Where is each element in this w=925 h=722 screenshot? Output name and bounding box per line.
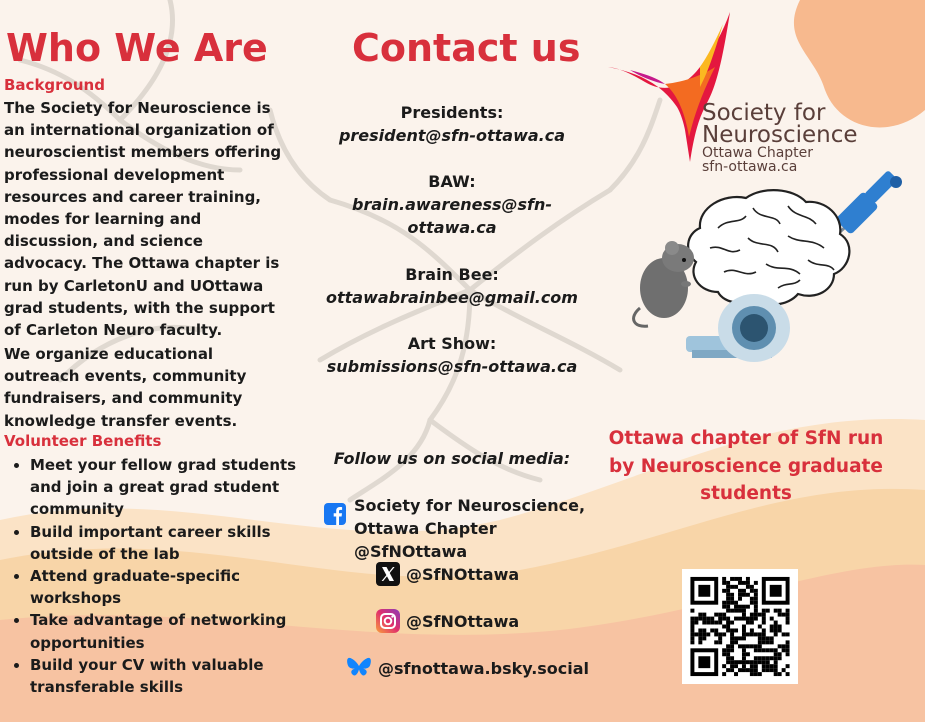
qr-module xyxy=(786,609,790,613)
qr-module xyxy=(730,636,734,640)
qr-module xyxy=(742,609,746,613)
qr-module xyxy=(742,636,746,640)
qr-module xyxy=(738,593,742,597)
qr-module xyxy=(726,668,730,672)
qr-module xyxy=(738,644,742,648)
bluesky-icon xyxy=(346,656,372,680)
qr-module xyxy=(738,605,742,609)
qr-module xyxy=(734,664,738,668)
qr-module xyxy=(782,668,786,672)
qr-module xyxy=(754,644,758,648)
qr-module xyxy=(706,621,710,625)
qr-module xyxy=(730,664,734,668)
qr-module xyxy=(750,644,754,648)
qr-module xyxy=(750,617,754,621)
qr-module xyxy=(774,672,778,676)
contact-label: Brain Bee: xyxy=(405,265,499,284)
qr-module xyxy=(702,632,706,636)
qr-module xyxy=(726,656,730,660)
qr-module xyxy=(778,644,782,648)
qr-module xyxy=(738,581,742,585)
x-handle: @SfNOttawa xyxy=(406,564,520,584)
qr-module xyxy=(746,644,750,648)
qr-module xyxy=(758,660,762,664)
qr-module xyxy=(786,648,790,652)
qr-module xyxy=(766,664,770,668)
qr-module xyxy=(786,621,790,625)
qr-module xyxy=(754,660,758,664)
qr-module xyxy=(770,668,774,672)
qr-module xyxy=(730,648,734,652)
qr-module xyxy=(714,628,718,632)
qr-module xyxy=(722,652,726,656)
qr-module xyxy=(750,613,754,617)
qr-module xyxy=(710,628,714,632)
qr-module xyxy=(742,632,746,636)
qr-module xyxy=(702,617,706,621)
qr-module xyxy=(742,593,746,597)
qr-module xyxy=(754,672,758,676)
follow-heading: Follow us on social media: xyxy=(333,449,571,468)
qr-module xyxy=(698,632,702,636)
x-link[interactable] xyxy=(376,562,519,586)
qr-module xyxy=(750,664,754,668)
qr-module xyxy=(734,601,738,605)
qr-module xyxy=(718,640,722,644)
who-we-are-title: Who We Are xyxy=(6,26,268,70)
contact-label: Presidents: xyxy=(400,103,504,122)
tagline: Ottawa chapter of SfN run by Neuroscience graduate students xyxy=(608,428,884,504)
qr-module xyxy=(726,593,730,597)
qr-module xyxy=(758,613,762,617)
qr-module xyxy=(730,597,734,601)
qr-module xyxy=(734,672,738,676)
qr-module xyxy=(742,660,746,664)
qr-module xyxy=(774,621,778,625)
contact-art-show xyxy=(312,332,592,378)
mouse-icon xyxy=(634,241,694,326)
qr-module xyxy=(690,617,694,621)
qr-module xyxy=(758,656,762,660)
qr-module xyxy=(770,628,774,632)
qr-module xyxy=(730,609,734,613)
qr-module xyxy=(726,609,730,613)
qr-module xyxy=(754,601,758,605)
facebook-icon xyxy=(324,503,346,525)
qr-module xyxy=(750,601,754,605)
qr-module xyxy=(734,660,738,664)
qr-module xyxy=(766,640,770,644)
qr-module xyxy=(718,632,722,636)
benefit-item: • Attend graduate-specific workshops xyxy=(30,565,300,609)
contact-brain-bee xyxy=(312,263,592,309)
qr-module xyxy=(698,636,702,640)
qr-module xyxy=(762,648,766,652)
qr-module xyxy=(742,625,746,629)
qr-module xyxy=(726,660,730,664)
qr-module xyxy=(746,593,750,597)
qr-module xyxy=(702,636,706,640)
facebook-handle: Society for Neuroscience, Ottawa Chapter @SfNOttawa xyxy=(354,496,586,561)
qr-module xyxy=(722,601,726,605)
mri-machine-icon xyxy=(686,294,790,362)
qr-module xyxy=(754,617,758,621)
qr-module xyxy=(766,668,770,672)
qr-module xyxy=(742,589,746,593)
qr-module xyxy=(706,632,710,636)
qr-module xyxy=(778,609,782,613)
qr-module xyxy=(726,597,730,601)
qr-module xyxy=(766,660,770,664)
qr-module xyxy=(742,668,746,672)
qr-module xyxy=(750,597,754,601)
benefit-item: • Build important career skills outside of the lab xyxy=(30,521,300,565)
qr-module xyxy=(698,640,702,644)
qr-module xyxy=(774,628,778,632)
qr-module xyxy=(746,617,750,621)
qr-module xyxy=(714,613,718,617)
qr-module xyxy=(770,648,774,652)
qr-module xyxy=(726,605,730,609)
qr-module xyxy=(774,625,778,629)
qr-module xyxy=(742,644,746,648)
logo-line-2: Neuroscience xyxy=(702,122,858,148)
qr-module xyxy=(726,581,730,585)
qr-module xyxy=(762,664,766,668)
qr-module xyxy=(750,668,754,672)
qr-module xyxy=(730,593,734,597)
qr-module xyxy=(774,632,778,636)
qr-module xyxy=(690,625,694,629)
benefit-item: • Meet your fellow grad students and join a great grad student community xyxy=(30,454,300,521)
qr-module xyxy=(758,632,762,636)
qr-module xyxy=(766,656,770,660)
qr-module xyxy=(770,664,774,668)
qr-module xyxy=(730,644,734,648)
qr-module xyxy=(742,617,746,621)
qr-module xyxy=(726,628,730,632)
qr-module xyxy=(734,636,738,640)
qr-module xyxy=(754,589,758,593)
qr-module xyxy=(766,636,770,640)
qr-module xyxy=(742,613,746,617)
qr-module xyxy=(742,628,746,632)
qr-module xyxy=(714,640,718,644)
qr-module xyxy=(722,625,726,629)
qr-module xyxy=(782,613,786,617)
qr-module xyxy=(770,636,774,640)
qr-module xyxy=(786,632,790,636)
qr-module xyxy=(754,664,758,668)
benefit-item: • Build your CV with valuable transferable skills xyxy=(30,654,300,698)
qr-module xyxy=(754,632,758,636)
instagram-link[interactable] xyxy=(376,609,519,633)
qr-module xyxy=(754,593,758,597)
qr-module xyxy=(726,621,730,625)
qr-module xyxy=(726,617,730,621)
qr-module xyxy=(734,609,738,613)
qr-module xyxy=(702,613,706,617)
benefit-item: • Take advantage of networking opportunities xyxy=(30,609,300,653)
qr-module xyxy=(698,613,702,617)
qr-module xyxy=(774,668,778,672)
qr-module xyxy=(746,632,750,636)
contact-email-link[interactable]: submissions@sfn-ottawa.ca xyxy=(326,357,578,376)
qr-module xyxy=(738,617,742,621)
qr-module xyxy=(778,672,782,676)
qr-module xyxy=(722,648,726,652)
qr-module xyxy=(754,581,758,585)
qr-module xyxy=(782,632,786,636)
qr-module xyxy=(726,585,730,589)
qr-module xyxy=(690,640,694,644)
qr-module xyxy=(750,585,754,589)
qr-module xyxy=(750,672,754,676)
qr-module xyxy=(762,640,766,644)
qr-module xyxy=(730,660,734,664)
bluesky-link[interactable] xyxy=(346,656,589,680)
volunteer-benefits-heading: Volunteer Benefits xyxy=(4,432,162,450)
qr-module xyxy=(774,656,778,660)
logo-line-1: Society for xyxy=(702,100,826,126)
qr-module xyxy=(722,581,726,585)
instagram-icon xyxy=(376,609,400,633)
qr-module xyxy=(722,589,726,593)
qr-module xyxy=(786,644,790,648)
qr-module xyxy=(698,617,702,621)
qr-module xyxy=(730,577,734,581)
qr-module xyxy=(730,632,734,636)
qr-module xyxy=(718,617,722,621)
qr-module xyxy=(734,577,738,581)
qr-module xyxy=(722,672,726,676)
qr-module xyxy=(782,644,786,648)
background-text: The Society for Neuroscience is an international organization of neuroscientist members offering professional development resources and career training, modes for learning and discussion, and science advocacy. The Ottawa chapter is run by CarletonU and UOttawa grad students, with the support of Carleton Neuro faculty. xyxy=(4,99,282,340)
qr-module xyxy=(710,617,714,621)
qr-module xyxy=(770,656,774,660)
qr-module xyxy=(738,589,742,593)
qr-module xyxy=(750,660,754,664)
qr-module xyxy=(774,660,778,664)
qr-module xyxy=(718,636,722,640)
qr-module xyxy=(750,628,754,632)
qr-module xyxy=(754,609,758,613)
qr-module xyxy=(730,585,734,589)
qr-module xyxy=(758,672,762,676)
qr-module xyxy=(730,656,734,660)
qr-module xyxy=(766,648,770,652)
qr-module xyxy=(750,632,754,636)
qr-module xyxy=(758,636,762,640)
benefits-list xyxy=(4,454,300,698)
qr-module xyxy=(690,628,694,632)
qr-module xyxy=(702,621,706,625)
qr-module xyxy=(750,621,754,625)
contact-label: BAW: xyxy=(428,172,476,191)
qr-module xyxy=(742,652,746,656)
qr-module xyxy=(734,585,738,589)
qr-module xyxy=(710,621,714,625)
contact-baw xyxy=(312,170,592,239)
qr-module xyxy=(734,605,738,609)
qr-module xyxy=(726,644,730,648)
qr-module xyxy=(786,613,790,617)
qr-module xyxy=(714,621,718,625)
qr-code-image xyxy=(682,569,798,684)
qr-module xyxy=(762,628,766,632)
qr-module xyxy=(758,644,762,648)
logo-line-4: sfn-ottawa.ca xyxy=(702,159,798,175)
qr-module xyxy=(754,668,758,672)
qr-module xyxy=(754,597,758,601)
qr-module xyxy=(746,660,750,664)
qr-module xyxy=(754,605,758,609)
qr-module xyxy=(742,648,746,652)
contact-us-title: Contact us xyxy=(352,26,581,70)
contact-email-link[interactable]: ottawabrainbee@gmail.com xyxy=(326,288,578,307)
qr-module xyxy=(690,632,694,636)
qr-module xyxy=(762,656,766,660)
qr-module xyxy=(754,613,758,617)
events-text: We organize educational outreach events, community fundraisers, and community knowledge transfer events. xyxy=(4,345,247,430)
qr-module xyxy=(694,621,698,625)
qr-module xyxy=(706,617,710,621)
contact-presidents xyxy=(312,101,592,147)
contact-label: Art Show: xyxy=(407,334,497,353)
qr-module xyxy=(758,648,762,652)
qr-module xyxy=(786,617,790,621)
qr-module xyxy=(722,613,726,617)
qr-module xyxy=(738,660,742,664)
qr-module xyxy=(722,664,726,668)
qr-module xyxy=(734,617,738,621)
qr-module xyxy=(714,632,718,636)
qr-module xyxy=(726,589,730,593)
qr-module xyxy=(738,668,742,672)
qr-module xyxy=(786,672,790,676)
qr-module xyxy=(778,628,782,632)
instagram-handle: @SfNOttawa xyxy=(406,611,520,631)
qr-module xyxy=(778,656,782,660)
qr-module xyxy=(762,632,766,636)
qr-module xyxy=(746,581,750,585)
qr-module xyxy=(722,617,726,621)
qr-module xyxy=(726,601,730,605)
qr-module xyxy=(774,652,778,656)
contact-email-link[interactable]: president@sfn-ottawa.ca xyxy=(338,126,566,145)
qr-module xyxy=(722,605,726,609)
qr-module xyxy=(694,617,698,621)
qr-module xyxy=(762,613,766,617)
qr-module xyxy=(694,632,698,636)
qr-module xyxy=(726,652,730,656)
qr-module xyxy=(722,632,726,636)
qr-module xyxy=(758,625,762,629)
qr-module xyxy=(726,625,730,629)
qr-module xyxy=(758,640,762,644)
x-icon xyxy=(376,562,400,586)
qr-module xyxy=(690,609,694,613)
qr-module xyxy=(762,617,766,621)
qr-module xyxy=(730,621,734,625)
qr-module xyxy=(774,664,778,668)
bluesky-handle: @sfnottawa.bsky.social xyxy=(378,658,590,678)
qr-module xyxy=(742,581,746,585)
qr-module xyxy=(730,668,734,672)
qr-module xyxy=(734,640,738,644)
qr-module xyxy=(770,640,774,644)
qr-module xyxy=(702,628,706,632)
qr-module xyxy=(774,648,778,652)
qr-module xyxy=(762,609,766,613)
qr-module xyxy=(770,625,774,629)
qr-module xyxy=(734,628,738,632)
background-heading: Background xyxy=(4,76,105,94)
qr-module xyxy=(774,609,778,613)
qr-code[interactable] xyxy=(682,569,798,684)
qr-module xyxy=(782,648,786,652)
qr-module xyxy=(742,664,746,668)
qr-module xyxy=(746,585,750,589)
qr-module xyxy=(786,640,790,644)
qr-module xyxy=(722,577,726,581)
qr-module xyxy=(778,625,782,629)
qr-module xyxy=(762,621,766,625)
qr-module xyxy=(770,617,774,621)
neuroscience-illustration xyxy=(628,168,913,373)
qr-module xyxy=(754,648,758,652)
qr-module xyxy=(762,660,766,664)
contact-email-link[interactable]: brain.awareness@sfn-ottawa.ca xyxy=(352,195,553,237)
qr-module xyxy=(742,605,746,609)
qr-module xyxy=(746,668,750,672)
qr-module xyxy=(778,613,782,617)
qr-module xyxy=(766,609,770,613)
qr-module xyxy=(750,589,754,593)
qr-module xyxy=(730,628,734,632)
qr-module xyxy=(786,664,790,668)
qr-module xyxy=(762,668,766,672)
qr-module xyxy=(730,601,734,605)
qr-module xyxy=(746,621,750,625)
logo-line-3: Ottawa Chapter xyxy=(702,145,814,161)
qr-module xyxy=(778,652,782,656)
qr-module xyxy=(730,640,734,644)
qr-module xyxy=(690,636,694,640)
facebook-link[interactable] xyxy=(324,494,594,563)
qr-module xyxy=(738,609,742,613)
qr-module xyxy=(754,656,758,660)
qr-module xyxy=(698,628,702,632)
qr-module xyxy=(690,621,694,625)
qr-module xyxy=(718,621,722,625)
qr-module xyxy=(742,656,746,660)
qr-module xyxy=(738,636,742,640)
qr-module xyxy=(746,577,750,581)
qr-module xyxy=(746,605,750,609)
qr-module xyxy=(718,613,722,617)
qr-module xyxy=(746,652,750,656)
qr-module xyxy=(726,648,730,652)
qr-module xyxy=(786,652,790,656)
qr-module xyxy=(738,597,742,601)
qr-module xyxy=(762,636,766,640)
qr-module xyxy=(738,577,742,581)
